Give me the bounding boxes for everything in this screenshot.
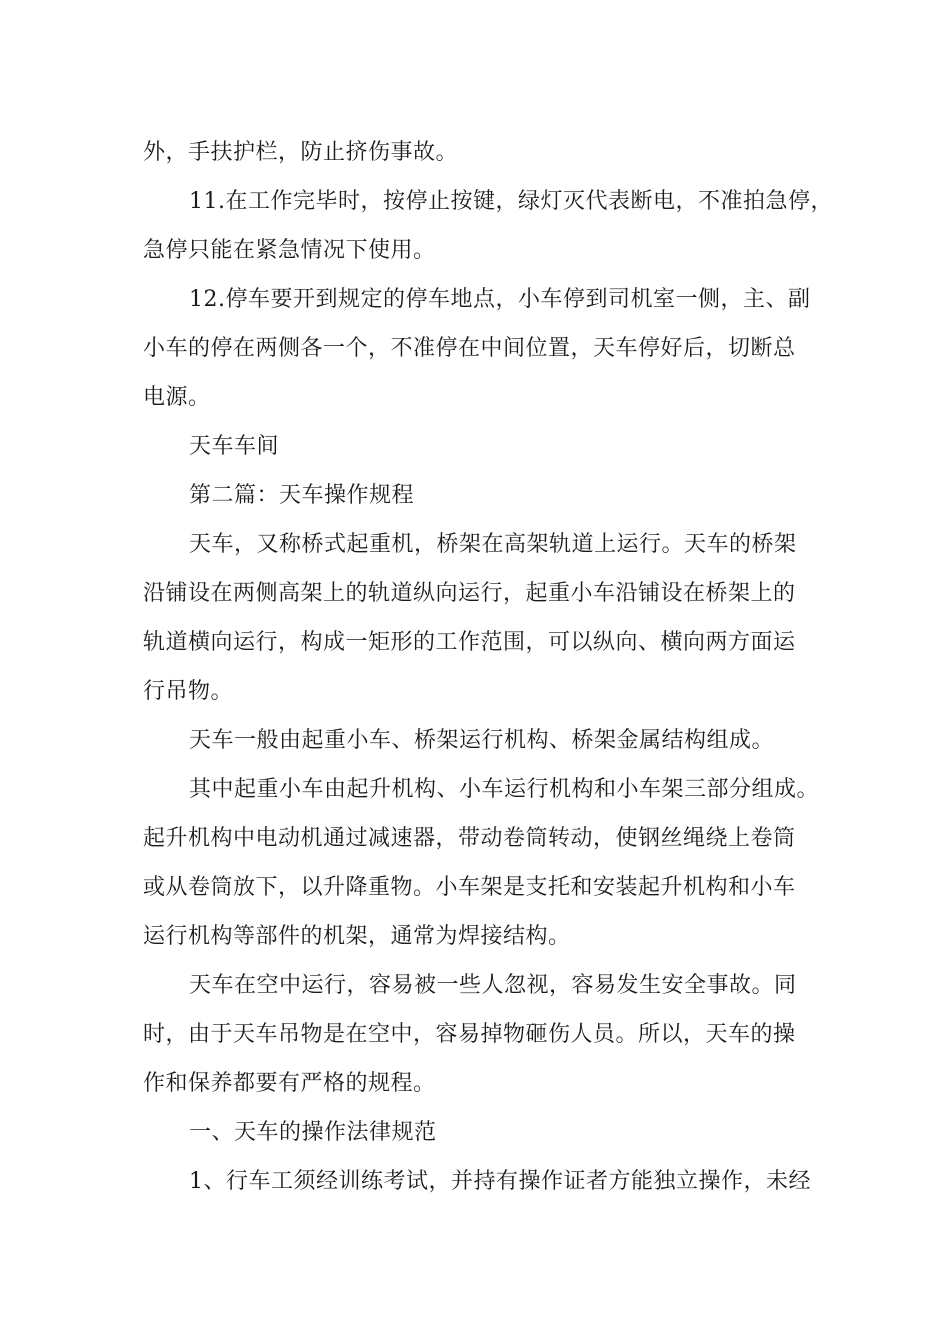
text-line-17: 运行机构等部件的机架，通常为焊接结构。 bbox=[143, 924, 571, 949]
text-line-19: 时，由于天车吊物是在空中，容易掉物砸伤人员。所以，天车的操 bbox=[143, 1022, 796, 1047]
text-line-4: 12.停车要开到规定的停车地点，小车停到司机室一侧，主、副 bbox=[189, 287, 811, 312]
text-line-12: 行吊物。 bbox=[143, 679, 234, 704]
text-line-5: 小车的停在两侧各一个，不准停在中间位置，天车停好后，切断总 bbox=[143, 336, 796, 361]
text-line-11: 轨道横向运行，构成一矩形的工作范围，可以纵向、横向两方面运 bbox=[143, 630, 796, 655]
chapter-title: 第二篇：天车操作规程 bbox=[189, 483, 415, 508]
text-line-16: 或从卷筒放下，以升降重物。小车架是支托和安装起升机构和小车 bbox=[143, 875, 796, 900]
section-label: 天车车间 bbox=[189, 434, 280, 459]
text-line-10: 沿铺设在两侧高架上的轨道纵向运行，起重小车沿铺设在桥架上的 bbox=[143, 581, 796, 606]
text-line-18: 天车在空中运行，容易被一些人忽视，容易发生安全事故。同 bbox=[189, 973, 797, 998]
text-line-13: 天车一般由起重小车、桥架运行机构、桥架金属结构组成。 bbox=[189, 728, 775, 753]
text-line-20: 作和保养都要有严格的规程。 bbox=[143, 1071, 436, 1096]
text-line-6: 电源。 bbox=[143, 385, 211, 410]
text-line-9: 天车，又称桥式起重机，桥架在高架轨道上运行。天车的桥架 bbox=[189, 532, 797, 557]
text-line-14: 其中起重小车由起升机构、小车运行机构和小车架三部分组成。 bbox=[189, 777, 820, 802]
document-body bbox=[143, 128, 833, 1206]
text-line-1: 外，手扶护栏，防止挤伤事故。 bbox=[143, 140, 459, 165]
text-line-15: 起升机构中电动机通过减速器，带动卷筒转动，使钢丝绳绕上卷筒 bbox=[143, 826, 796, 851]
text-line-22: 1、行车工须经训练考试，并持有操作证者方能独立操作，未经 bbox=[189, 1169, 811, 1194]
text-line-2: 11.在工作完毕时，按停止按键，绿灯灭代表断电，不准拍急停， bbox=[189, 189, 833, 214]
section-heading: 一、天车的操作法律规范 bbox=[189, 1120, 437, 1145]
text-line-3: 急停只能在紧急情况下使用。 bbox=[143, 238, 436, 263]
